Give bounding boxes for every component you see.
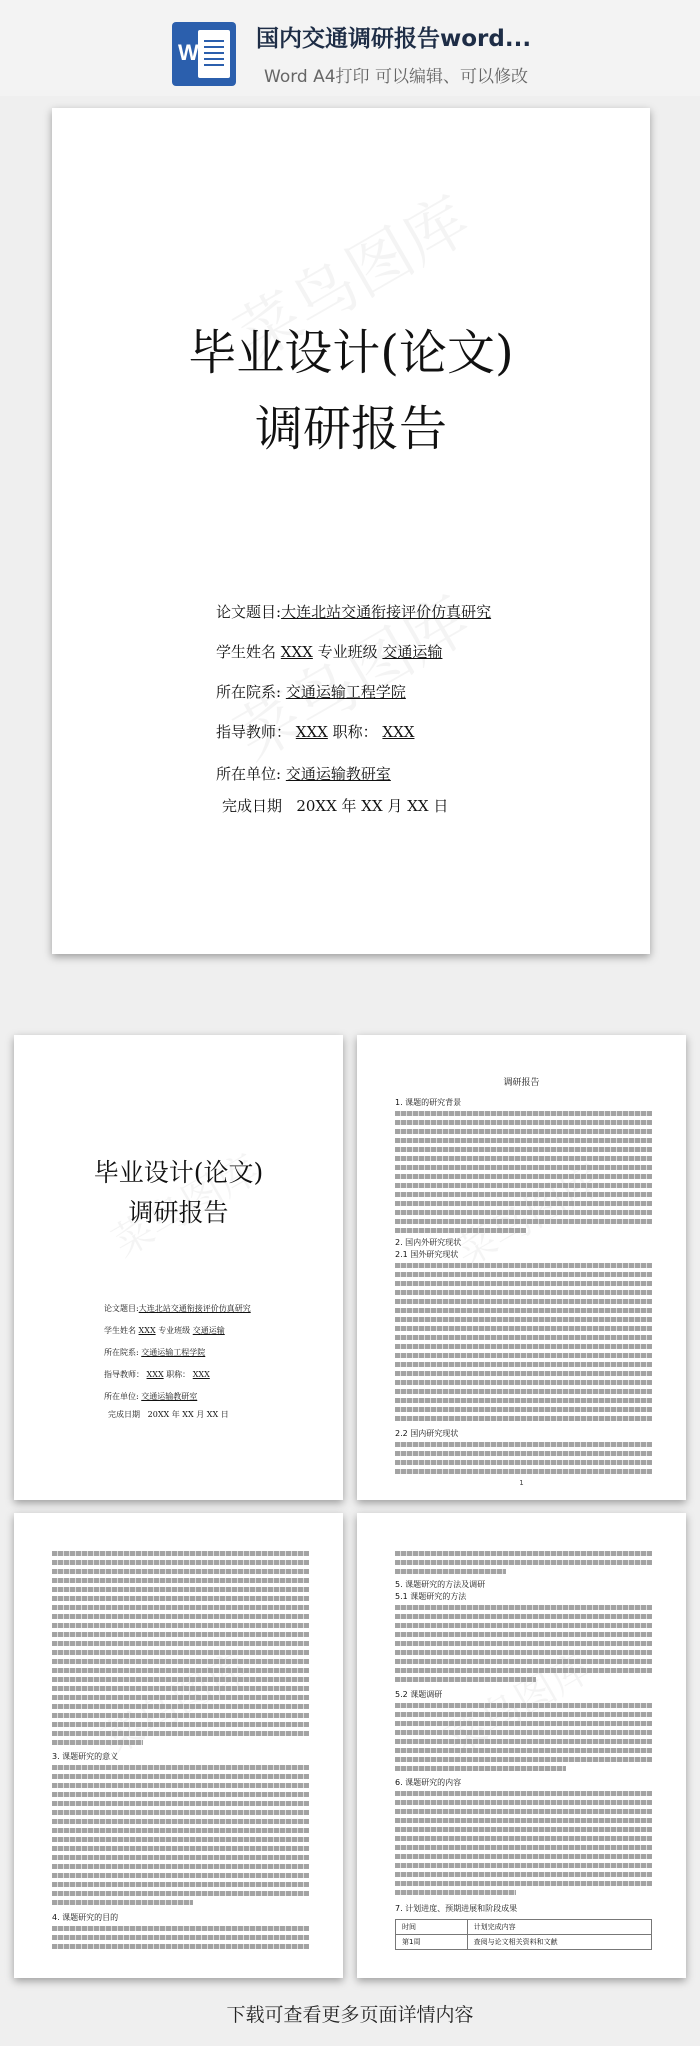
section-heading: 6. 课题研究的内容 [395, 1778, 462, 1787]
table-row [396, 1920, 652, 1935]
section-heading: 1. 课题的研究背景 [395, 1098, 462, 1107]
report-title: 调研报告 [503, 1078, 540, 1088]
watermark [90, 1637, 257, 1766]
section-heading: 2.2 国内研究现状 [395, 1429, 459, 1438]
cover-page-large [52, 108, 650, 954]
advisor-row: 指导教师： XXX 职称： XXX [216, 723, 415, 741]
unit-row: 所在单位: 交通运输教研室 [216, 765, 391, 783]
section-heading: 5.2 课题调研 [395, 1690, 443, 1699]
section-heading: 5. 课题研究的方法及调研 [395, 1580, 486, 1589]
report-page-1 [357, 1035, 686, 1500]
department-row: 所在院系: 交通运输工程学院 [216, 683, 406, 701]
cover-title-line2: 调研报告 [128, 1198, 229, 1227]
watermark [433, 1637, 600, 1766]
table-cell: 查阅与论文相关资料和文献 [467, 1935, 651, 1950]
completion-date-row: 完成日期 20XX 年 XX 月 XX 日 [108, 1410, 229, 1419]
section-heading: 2. 国内外研究现状 [395, 1238, 462, 1247]
report-page-3 [357, 1513, 686, 1978]
cover-title-line1: 毕业设计(论文) [188, 325, 514, 381]
cover-title-line1: 毕业设计(论文) [93, 1158, 264, 1187]
section-heading: 5.1 课题研究的方法 [395, 1592, 467, 1601]
download-hint[interactable]: 下载可查看更多页面详情内容 [226, 2004, 474, 2026]
section-heading: 2.1 国外研究现状 [395, 1250, 459, 1259]
thesis-topic-row: 论文题目:大连北站交通衔接评价仿真研究 [104, 1304, 251, 1313]
word-icon: W [172, 22, 236, 86]
completion-date-row: 完成日期 20XX 年 XX 月 XX 日 [222, 797, 449, 815]
department-row: 所在院系: 交通运输工程学院 [104, 1348, 206, 1357]
table-row [396, 1935, 652, 1950]
document-subtitle: Word A4打印 可以编辑、可以修改 [264, 67, 528, 87]
section-heading: 3. 课题研究的意义 [52, 1752, 119, 1761]
section-heading: 7. 计划进度、预期进展和阶段成果 [395, 1904, 518, 1913]
schedule-table [395, 1919, 652, 1950]
cover-page-small [14, 1035, 343, 1500]
table-cell: 计划完成内容 [467, 1920, 651, 1935]
unit-row: 所在单位: 交通运输教研室 [104, 1392, 198, 1401]
section-heading: 4. 课题研究的目的 [52, 1913, 119, 1922]
document-title: 国内交通调研报告word... [256, 26, 532, 52]
thesis-topic-row: 论文题目:大连北站交通衔接评价仿真研究 [216, 603, 492, 621]
header [0, 0, 700, 96]
student-name-row: 学生姓名 XXX 专业班级 交通运输 [104, 1326, 225, 1335]
table-cell: 第1周 [396, 1935, 468, 1950]
table-cell: 时间 [396, 1920, 468, 1935]
advisor-row: 指导教师： XXX 职称： XXX [104, 1370, 210, 1379]
report-page-2 [14, 1513, 343, 1978]
cover-title-line2: 调研报告 [254, 401, 447, 457]
student-name-row: 学生姓名 XXX 专业班级 交通运输 [216, 643, 443, 661]
page-number: 1 [519, 1479, 524, 1487]
